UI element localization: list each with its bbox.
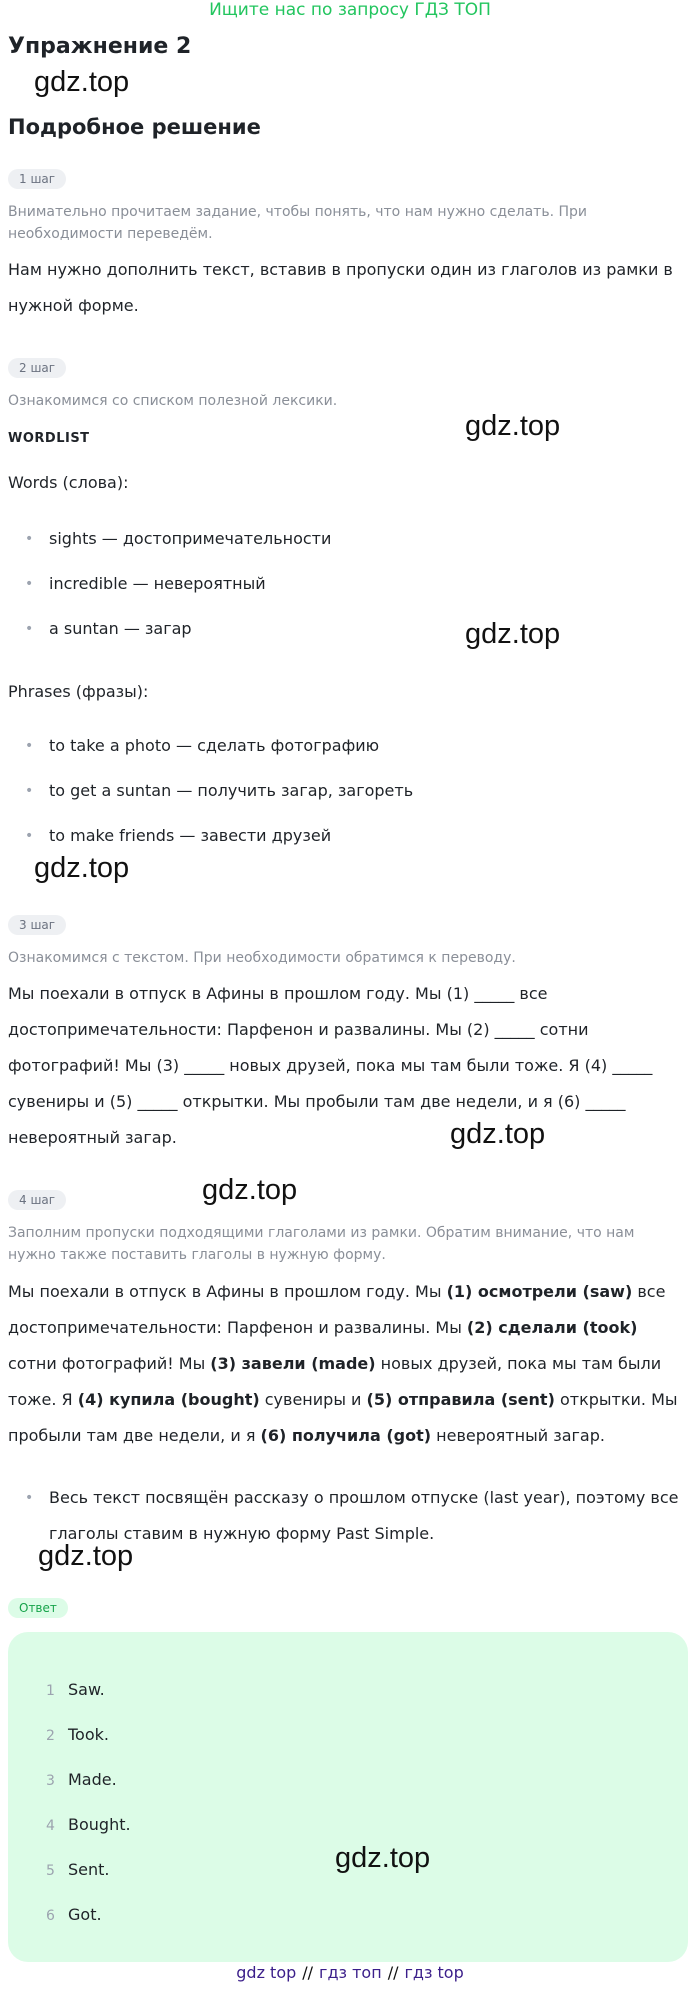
answer-item [46, 1815, 131, 1834]
answer-text: Bought. [68, 1815, 131, 1834]
section-title: Подробное решение [8, 115, 261, 139]
wordlist-title: WORDLIST [8, 431, 90, 446]
answer-item [46, 1680, 105, 1699]
answer-item [46, 1770, 117, 1789]
top-banner: Ищите нас по запросу ГДЗ ТОП [209, 0, 491, 20]
answer-item [46, 1725, 109, 1744]
watermark: gdz.top [34, 852, 130, 884]
answer-number: 4 [46, 1818, 55, 1834]
footer-separator: // [387, 1963, 399, 1982]
step-3-note: Ознакомимся с текстом. При необходимости обратимся к переводу. [8, 950, 516, 966]
step-1-note: Внимательно прочитаем задание, чтобы понять, что нам нужно сделать. При необходимости переведём. [8, 204, 587, 242]
footer-link[interactable]: гдз top [404, 1963, 464, 1982]
answer-2-inline: (2) сделали (took) [466, 1318, 638, 1337]
step-1-text: Нам нужно дополнить текст, вставив в пропуски один из глаголов из рамки в нужной форме. [8, 260, 673, 315]
answer-number: 1 [46, 1683, 55, 1699]
solution-part: все достопримечательности: Парфенон и развалины. Мы [8, 1282, 666, 1337]
answer-6-inline: (6) получила (got) [260, 1426, 432, 1445]
watermark: gdz.top [202, 1174, 298, 1206]
watermark: gdz.top [465, 618, 561, 650]
answer-number: 5 [46, 1863, 55, 1879]
answer-1-inline: (1) осмотрели (saw) [446, 1282, 633, 1301]
watermark: gdz.top [34, 66, 130, 98]
step-badge-2: 2 шаг [8, 358, 66, 378]
answer-item [46, 1860, 110, 1879]
solution-part: сотни фотографий! Мы [8, 1354, 211, 1373]
footer-link[interactable]: gdz top [236, 1963, 297, 1982]
step-2-note: Ознакомимся со списком полезной лексики. [8, 393, 338, 409]
step-badge-3: 3 шаг [8, 915, 66, 935]
step-badge-1: 1 шаг [8, 169, 66, 189]
answer-text: Saw. [68, 1680, 105, 1699]
answer-box [8, 1632, 688, 1962]
answer-3-inline: (3) завели (made) [210, 1354, 376, 1373]
answer-text: Made. [68, 1770, 117, 1789]
list-item: • sights — достопримечательности [25, 528, 331, 573]
watermark: gdz.top [450, 1118, 546, 1150]
solution-part: сувениры и [259, 1390, 367, 1409]
solution-part: открытки. Мы пробыли там две недели, и я [8, 1390, 678, 1445]
solution-part: новых друзей, пока мы там были тоже. Я [8, 1354, 662, 1409]
solution-part: Мы поехали в отпуск в Афины в прошлом году. Мы [8, 1282, 447, 1301]
words-heading: Words (слова): [8, 473, 129, 492]
step-4-note: Заполним пропуски подходящими глаголами из рамки. Обратим внимание, что нам нужно также поставить глаголы в нужную форму. [8, 1225, 635, 1263]
list-item: • to make friends — завести друзей [25, 825, 413, 870]
answer-text: Took. [68, 1725, 109, 1744]
list-item: • to get a suntan — получить загар, загореть [25, 780, 413, 825]
words-list [25, 528, 331, 663]
footer-link[interactable]: гдз топ [319, 1963, 382, 1982]
list-item: • a suntan — загар [25, 618, 331, 663]
step-3-text: Мы поехали в отпуск в Афины в прошлом году. Мы (1) _____ все достопримечательности: Парфенон и развалины. Мы (2) _____ сотни фотографий! Мы (3) _____ новых друзей, пока мы там были тоже. Я (4) _____ сувениры и (5) _____ открытки. Мы пробыли там две недели, и я (6) _____ невероятный загар. [8, 984, 653, 1147]
answer-item [46, 1905, 102, 1924]
answer-number: 6 [46, 1908, 55, 1924]
solution-text [8, 1274, 678, 1454]
watermark: gdz.top [465, 410, 561, 442]
watermark: gdz.top [38, 1540, 134, 1572]
phrases-heading: Phrases (фразы): [8, 682, 149, 701]
answer-5-inline: (5) отправила (sent) [366, 1390, 555, 1409]
answer-number: 3 [46, 1773, 55, 1789]
phrases-list [25, 735, 413, 870]
page-title: Упражнение 2 [8, 34, 192, 59]
answer-text: Sent. [68, 1860, 110, 1879]
answer-number: 2 [46, 1728, 55, 1744]
answer-badge: Ответ [8, 1598, 68, 1618]
footer-separator: // [302, 1963, 314, 1982]
answer-4-inline: (4) купила (bought) [77, 1390, 260, 1409]
answer-text: Got. [68, 1905, 102, 1924]
list-item: • Весь текст посвящён рассказу о прошлом отпуске (last year), поэтому все глаголы ставим в нужную форму Past Simple. [25, 1480, 685, 1552]
solution-part: невероятный загар. [431, 1426, 605, 1445]
step-badge-4: 4 шаг [8, 1190, 66, 1210]
watermark: gdz.top [335, 1842, 431, 1874]
list-item: • to take a photo — сделать фотографию [25, 735, 413, 780]
footer-links [0, 1963, 700, 1982]
list-item: • incredible — невероятный [25, 573, 331, 618]
